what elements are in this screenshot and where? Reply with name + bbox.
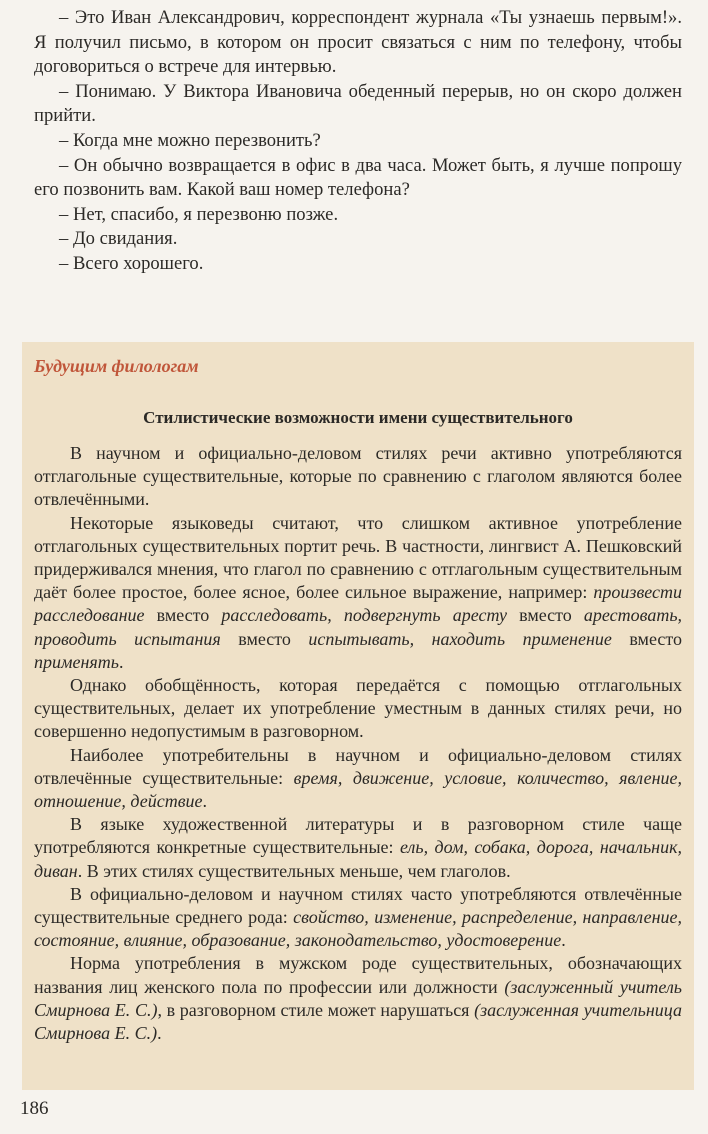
box-paragraph xyxy=(34,883,682,953)
dialog-section xyxy=(34,6,682,277)
text-run: вместо xyxy=(507,605,584,626)
italic-example: произвести расследование xyxy=(34,582,682,626)
box-paragraph xyxy=(34,952,682,1045)
italic-example: время, движение, условие, количество, явление, отношение, действие xyxy=(34,767,682,812)
text-run: вместо xyxy=(611,628,683,649)
text-run: Наиболее употребительны в научном и официально-деловом стилях отвлечённые существительные: xyxy=(34,744,682,788)
text-run: . xyxy=(561,930,566,951)
italic-example: (заслуженная учительница Смирнова Е. С.) xyxy=(34,999,682,1044)
text-run: В научном и официально-деловом стилях речи активно употребляются отглагольные существительные, которые по сравнению с глаголом являются более отвлечёнными. xyxy=(34,443,682,510)
italic-example: применять xyxy=(34,651,119,672)
philologists-info-box xyxy=(22,342,694,1090)
dialog-line: – Нет, спасибо, я перезвоню позже. xyxy=(59,203,339,225)
text-run: вместо xyxy=(144,605,222,626)
text-run: вместо xyxy=(220,628,309,649)
dialog-line: – Всего хорошего. xyxy=(59,252,204,274)
text-run: Некоторые языковеды считают, что слишком активное употребление отглагольных существительных портит речь. В частности, лингвист А. Пешковский придерживался мнения, что глагол по сравнению с отглагольным существительным даёт более простое, более ясное, более сильное выражение, например: xyxy=(34,512,682,603)
text-run: , в разговорном стиле может нарушаться xyxy=(157,999,475,1020)
dialog-line: – Это Иван Александрович, корреспондент журнала «Ты узнаешь первым!». Я получил письмо, в котором он просит связаться с ним по телефону, чтобы договориться о встрече для интервью. xyxy=(34,7,682,78)
text-run: . xyxy=(157,1023,162,1044)
text-run: . xyxy=(202,791,208,812)
text-run: Однако обобщённость, которая передаётся с помощью отглагольных существительных, делает их употребление уместным в данных стилях речи, но совершенно недопустимым в разговорном. xyxy=(34,675,682,742)
box-paragraph xyxy=(34,813,682,883)
dialog-line: – До свидания. xyxy=(59,228,178,250)
dialog-line: – Когда мне можно перезвонить? xyxy=(59,129,321,151)
italic-example: испытывать, находить применение xyxy=(308,628,612,649)
italic-example: (заслуженный учитель Смирнова Е. С.) xyxy=(34,976,682,1020)
italic-example: расследовать, подвергнуть аресту xyxy=(221,605,508,626)
italic-example: арестовать, проводить испытания xyxy=(34,605,683,649)
box-paragraph xyxy=(34,744,682,814)
dialog-line: – Он обычно возвращается в офис в два часа. Может быть, я лучше попрошу его позвонить вам. Какой ваш номер телефона? xyxy=(34,154,682,201)
page-number: 186 xyxy=(20,1098,49,1119)
text-run: В языке художественной литературы и в разговорном стиле чаще употребляются конкретные существительные: xyxy=(34,814,682,858)
box-body xyxy=(34,442,682,1045)
text-run: . xyxy=(118,651,124,672)
box-paragraph xyxy=(34,442,682,512)
dialog-line: – Понимаю. У Виктора Ивановича обеденный перерыв, но он скоро должен прийти. xyxy=(34,80,682,127)
box-paragraph xyxy=(34,674,682,744)
box-paragraph xyxy=(34,512,682,674)
text-run: В официально-деловом и научном стилях часто употребляются отвлечённые существительные среднего рода: xyxy=(34,883,682,928)
box-heading: Будущим филологам xyxy=(34,356,199,376)
box-title: Стилистические возможности имени существительного xyxy=(143,408,573,427)
italic-example: ель, дом, собака, дорога, начальник, диван xyxy=(34,837,682,881)
italic-example: свойство, изменение, распределение, направление, состояние, влияние, образование, законодательство, удостоверение xyxy=(34,907,682,951)
text-run: Норма употребления в мужском роде существительных, обозначающих названия лиц женского пола по профессии или должности xyxy=(34,953,682,997)
text-run: . В этих стилях существительных меньше, чем глаголов. xyxy=(77,860,511,881)
